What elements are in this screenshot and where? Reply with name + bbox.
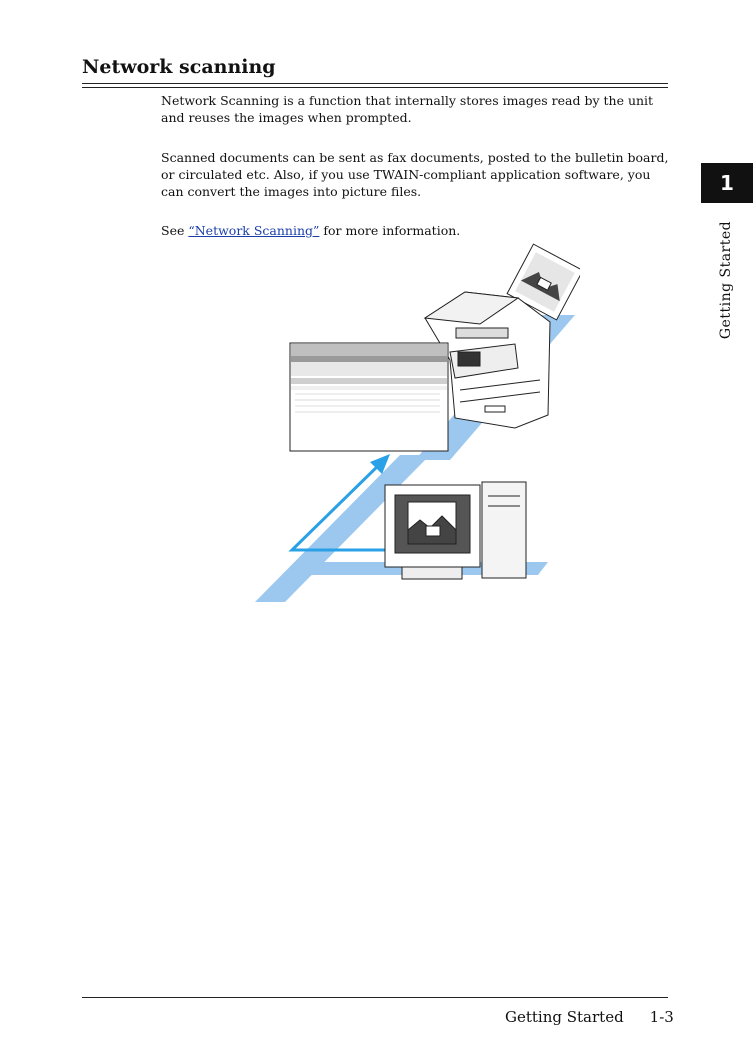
network-scanning-illustration (250, 240, 580, 610)
chapter-tab[interactable]: 1 (701, 163, 753, 203)
page-footer (505, 1008, 674, 1026)
page-number: 1-3 (649, 1008, 674, 1026)
reference-paragraph (161, 222, 671, 239)
chapter-side-label: Getting Started (718, 220, 734, 340)
usage-paragraph: Scanned documents can be sent as fax documents, posted to the bulletin board, or circulated etc. Also, if you use TWAIN-compliant application software, you can convert the images into picture files. (161, 150, 669, 199)
application-window-thumbnail (290, 343, 448, 451)
title-rule-secondary (82, 87, 668, 88)
personal-computer (385, 482, 526, 579)
reference-prefix: See (161, 223, 189, 238)
footer-rule (82, 997, 668, 998)
title-rule (82, 83, 668, 84)
footer-section: Getting Started (505, 1008, 624, 1026)
page-title: Network scanning (82, 56, 276, 78)
network-scanning-link[interactable]: “Network Scanning” (188, 223, 320, 238)
reference-suffix: for more information. (319, 223, 461, 238)
intro-paragraph: Network Scanning is a function that internally stores images read by the unit and reuses the images when prompted. (161, 93, 654, 125)
